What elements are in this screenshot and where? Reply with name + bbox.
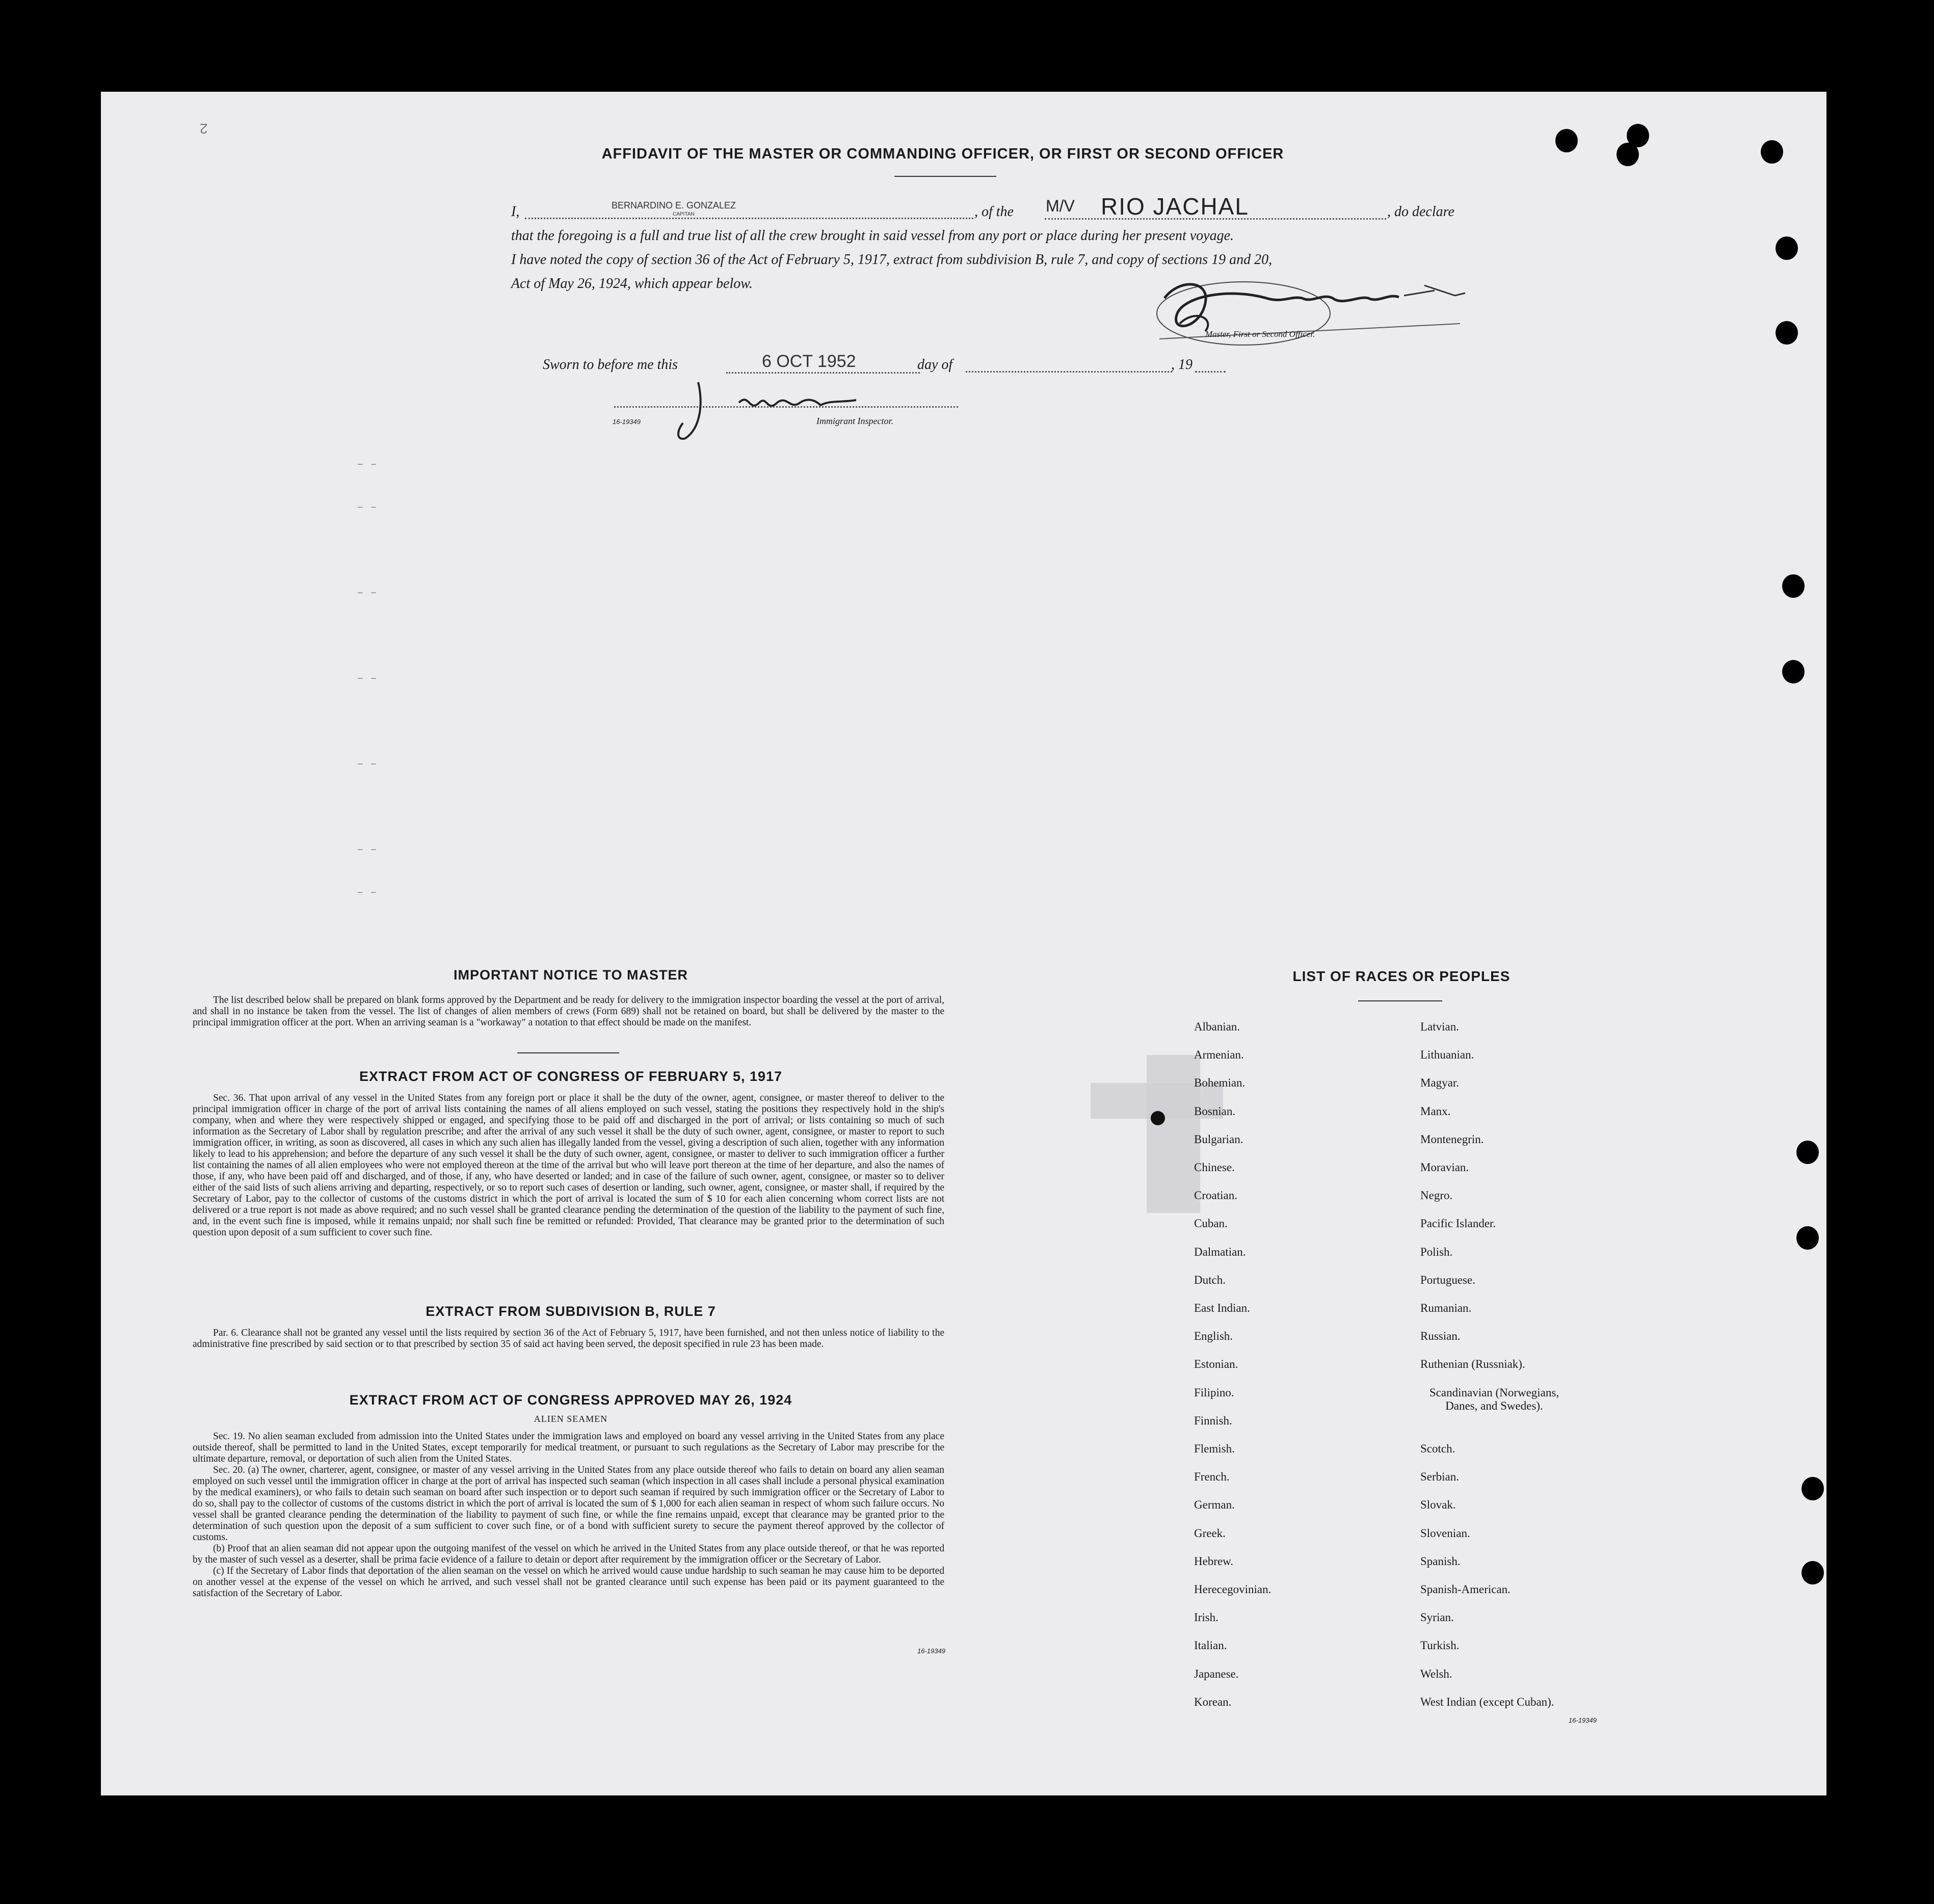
race-item-right: Manx. [1420,1105,1451,1118]
race-item-right: Welsh. [1420,1668,1452,1680]
punch-hole [1761,140,1783,164]
race-item-left: Dutch. [1194,1274,1226,1286]
title-divider [894,176,996,177]
race-item-right: Slovenian. [1420,1527,1470,1540]
race-item-left: Dalmatian. [1194,1246,1246,1258]
section-20c-text: (c) If the Secretary of Labor finds that deportation of the alien seaman on the vessel on which he arrived would cause undue hardship to such seaman he may cause him to be deported on another vessel at the expense of the vessel on which he arrived, and such vessel shall not be granted clearance until such expense has been paid or its payment guaranteed to the satisfaction of the Secretary of Labor. [193,1566,944,1599]
race-item-right: Turkish. [1420,1639,1460,1652]
punch-hole [1782,574,1805,598]
race-item-right: Negro. [1420,1189,1453,1202]
vessel-prefix: M/V [1046,197,1075,215]
race-item-left: East Indian. [1194,1302,1250,1314]
extract-rule7-body [193,1328,944,1350]
section-36-text: Sec. 36. That upon arrival of any vessel in the United States from any foreign port or place it shall be the duty of the owner, agent, consignee, or master thereof to deliver to the principal immigration officer in charge of the port of arrival lists containing the names of all aliens employed on such vessel, stating the positions they respectively hold in the ship's company, when and where they were respectively shipped or engaged, and specifying those to be paid off and discharged in the port of arrival; or lists containing so much of such information as the Secretary of Labor shall by regulation prescribe; and after the arrival of any such vessel it shall be the duty of such owner, agent, consignee, or master to report to such immigration officer, in writing, as soon as discovered, all cases in which any such alien has illegally landed from the vessel, giving a description of such alien, together with any information likely to lead to his apprehension; and before the departure of any such vessel it shall be the duty of such owner, agent, consignee, or master to deliver to such immigration officer a further list containing the names of all alien employees who were not employed thereon at the time of the arrival but who will leave port thereon at the time of her departure, and also the names of those, if any, who have been paid off and discharged, and of those, if any, who have deserted or landed; and in case of the failure of such owner, agent, consignee, or master so to deliver either of the said lists of such aliens arriving and departing, respectively, or so to report such cases of desertion or landing, such owner, agent, consignee, or master shall, if required by the Secretary of Labor, pay to the collector of customs of the customs district in which the port of arrival is located the sum of $ 10 for each alien concerning whom correct lists are not delivered or a true report is not made as above required; and no such vessel shall be granted clearance pending the determination of the question of the liability to the payment of such fine, and, in the event such fine is imposed, while it remains unpaid; nor shall such fine be remitted or refunded: Provided, That clearance may be granted prior to the determination of such question upon deposit of a sum sufficient to cover such fine. [193,1093,944,1238]
form-number-affidavit: 16-19349 [613,418,641,426]
race-item-left: Bohemian. [1194,1076,1246,1089]
extract-1924-title: EXTRACT FROM ACT OF CONGRESS APPROVED MAY 26, 1924 [349,1392,792,1408]
race-item-right: Spanish. [1420,1555,1461,1568]
sworn-label: Sworn to before me this [543,357,678,373]
race-item-left: German. [1194,1498,1235,1511]
race-item-left: Cuban. [1194,1217,1228,1230]
affidavit-line-2: that the foregoing is a full and true list of all the crew brought in said vessel from any port or place during her present voyage. [511,228,1234,244]
race-item-right: Magyar. [1420,1076,1460,1089]
punch-hole [1796,1141,1819,1164]
race-item-left: Bosnian. [1194,1105,1236,1118]
section-20b-text: (b) Proof that an alien seaman did not appear upon the outgoing manifest of the vessel on which he arrived in the United States from any place outside thereof, or that he was reported by the master of such vessel as a deserter, shall be prima facie evidence of a failure to detain or deport after requirement by the immigration officer or the Secretary of Labor. [193,1543,944,1565]
race-item-right: West Indian (except Cuban). [1420,1696,1554,1708]
extract-rule7-title: EXTRACT FROM SUBDIVISION B, RULE 7 [426,1304,716,1319]
sworn-date-field [726,354,920,374]
race-item-right: Spanish-American. [1420,1583,1511,1596]
ink-blot [1151,1111,1165,1125]
race-item-right: Rumanian. [1420,1302,1472,1314]
punch-hole [1796,1226,1819,1250]
do-declare-label: , do declare [1387,204,1454,220]
race-item-right: Scotch. [1420,1442,1455,1455]
race-item-right: Syrian. [1420,1611,1454,1624]
tape-patch [1147,1055,1200,1213]
race-item-left: Herecegovinian. [1194,1583,1271,1596]
punch-hole [1782,660,1805,683]
bleed-through-marks: – – – – – – – – – – – – – – [357,458,377,899]
master-name-field [525,201,973,219]
inspector-signature [663,372,877,443]
month-field [966,360,1172,373]
section-20a-text: Sec. 20. (a) The owner, charterer, agent, consignee, or master of any vessel arriving in the United States from any place outside thereof who fails to detain on board any alien seaman employed on such vessel until the immigration officer in charge at the port of arrival has inspected such seaman (which inspection in all cases shall include a personal physical examination by the medical examiners), or who fails to detain such seaman on board after such inspection or to deport such seaman if required by such immigration officer or the Secretary of Labor to do so, shall pay to the collector of customs of the customs district in which the port of arrival is located the sum of $ 1,000 for each alien seaman in respect of whom such failure occurs. No vessel shall be granted clearance pending the determination of the liability to payment of such fine, or while the fine remains unpaid, except that clearance may be granted prior to the determination of such question upon the deposit of a sum sufficient to cover such fine, or of a bond with sufficient surety to secure the payment thereof approved by the collector of customs. [193,1465,944,1543]
vessel-name-field [1045,194,1386,220]
sworn-date-stamp: 6 OCT 1952 [762,352,856,371]
important-notice-body [193,995,944,1028]
punch-hole [1801,1561,1824,1584]
punch-hole [1776,236,1798,260]
race-item-left: Croatian. [1194,1189,1237,1202]
race-item-right: Scandinavian (Norwegians, Danes, and Swedes). [1429,1386,1559,1412]
race-item-left: Armenian. [1194,1048,1244,1061]
signature-caption: Master, First or Second Officer. [1205,329,1315,339]
punch-hole [1801,1477,1824,1500]
form-number-races: 16-19349 [1569,1716,1597,1724]
inspector-caption: Immigrant Inspector. [816,416,893,426]
extract-1924-body [193,1431,944,1599]
affidavit-i-label: I, [511,204,520,220]
rank-stamp: CAPITAN [673,211,695,217]
races-title: LIST OF RACES OR PEOPLES [1292,968,1511,984]
alien-seamen-subtitle: ALIEN SEAMEN [534,1414,608,1424]
vessel-name: RIO JACHAL [1101,193,1249,220]
race-item-left: Bulgarian. [1194,1133,1243,1146]
race-item-left: Japanese. [1194,1668,1239,1680]
rule7-text: Par. 6. Clearance shall not be granted any vessel until the lists required by section 36 of the Act of February 5, 1917, have been furnished, and not then unless notice of liability to the administrative fine prescribed by said section or to that prescribed by section 35 of said act having been served, the deposit specified in rule 23 has been made. [193,1328,944,1350]
punch-hole [1555,129,1578,152]
affidavit-line-4: Act of May 26, 1924, which appear below. [511,276,753,292]
affidavit-line-3: I have noted the copy of section 36 of the Act of February 5, 1917, extract from subdivision B, rule 7, and copy of sections 19 and 20, [511,252,1273,268]
form-number-notices: 16-19349 [917,1647,945,1655]
race-item-left: Finnish. [1194,1414,1232,1427]
race-item-right: Montenegrin. [1420,1133,1484,1146]
race-item-left: French. [1194,1470,1230,1483]
race-item-left: Korean. [1194,1696,1232,1708]
race-item-right: Serbian. [1420,1470,1460,1483]
section-divider [517,1052,619,1053]
race-item-right: Portuguese. [1420,1274,1475,1286]
race-item-left: Filipino. [1194,1386,1234,1399]
race-item-right: Slovak. [1420,1498,1456,1511]
race-item-right: Russian. [1420,1330,1461,1342]
race-item-left: Hebrew. [1194,1555,1234,1568]
extract-1917-title: EXTRACT FROM ACT OF CONGRESS OF FEBRUARY 5, 1917 [359,1069,783,1084]
race-item-left: Irish. [1194,1611,1218,1624]
section-19-text: Sec. 19. No alien seaman excluded from admission into the United States under the immigration laws and employed on board any vessel arriving in the United States from any place outside thereof, shall be permitted to land in the United States, except temporarily for medical treatment, or pursuant to such regulations as the Secretary of Labor may prescribe for the ultimate departure, removal, or deportation of such alien from the United States. [193,1431,944,1464]
year-field [1195,360,1226,373]
important-notice-title: IMPORTANT NOTICE TO MASTER [454,967,688,983]
race-item-right: Moravian. [1420,1161,1469,1174]
race-item-left: Albanian. [1194,1020,1240,1033]
race-item-left: Estonian. [1194,1358,1238,1370]
day-of-label: day of [917,357,953,373]
race-item-left: Italian. [1194,1639,1227,1652]
punch-hole [1776,321,1798,345]
important-notice-text: The list described below shall be prepared on blank forms approved by the Department and be ready for delivery to the immigration inspector boarding the vessel at the port of arrival, and shall in no instance be taken from the vessel. The list of changes of alien members of crews (Form 689) shall not be retained on board, but shall be delivered by the master to the principal immigration officer at the port. When an arriving seaman is a "workaway" a notation to that effect should be made on the manifest. [193,995,944,1028]
race-item-right: Polish. [1420,1246,1453,1258]
margin-mark: 2 [200,121,208,137]
race-item-left: Flemish. [1194,1442,1235,1455]
race-item-left: Chinese. [1194,1161,1235,1174]
year-label: , 19 [1171,357,1193,373]
punch-hole [1617,143,1639,166]
race-item-left: Greek. [1194,1527,1226,1540]
of-the-label: , of the [974,204,1014,220]
races-divider [1358,1000,1442,1001]
master-name-entry: BERNARDINO E. GONZALEZ [612,200,736,210]
race-item-right: Latvian. [1420,1020,1459,1033]
race-item-right: Pacific Islander. [1420,1217,1496,1230]
race-item-left: English. [1194,1330,1233,1342]
affidavit-title: AFFIDAVIT OF THE MASTER OR COMMANDING OFFICER, OR FIRST OR SECOND OFFICER [601,146,1284,162]
race-item-right: Ruthenian (Russniak). [1420,1358,1525,1370]
extract-1917-body [193,1093,944,1238]
race-item-right: Lithuanian. [1420,1048,1474,1061]
